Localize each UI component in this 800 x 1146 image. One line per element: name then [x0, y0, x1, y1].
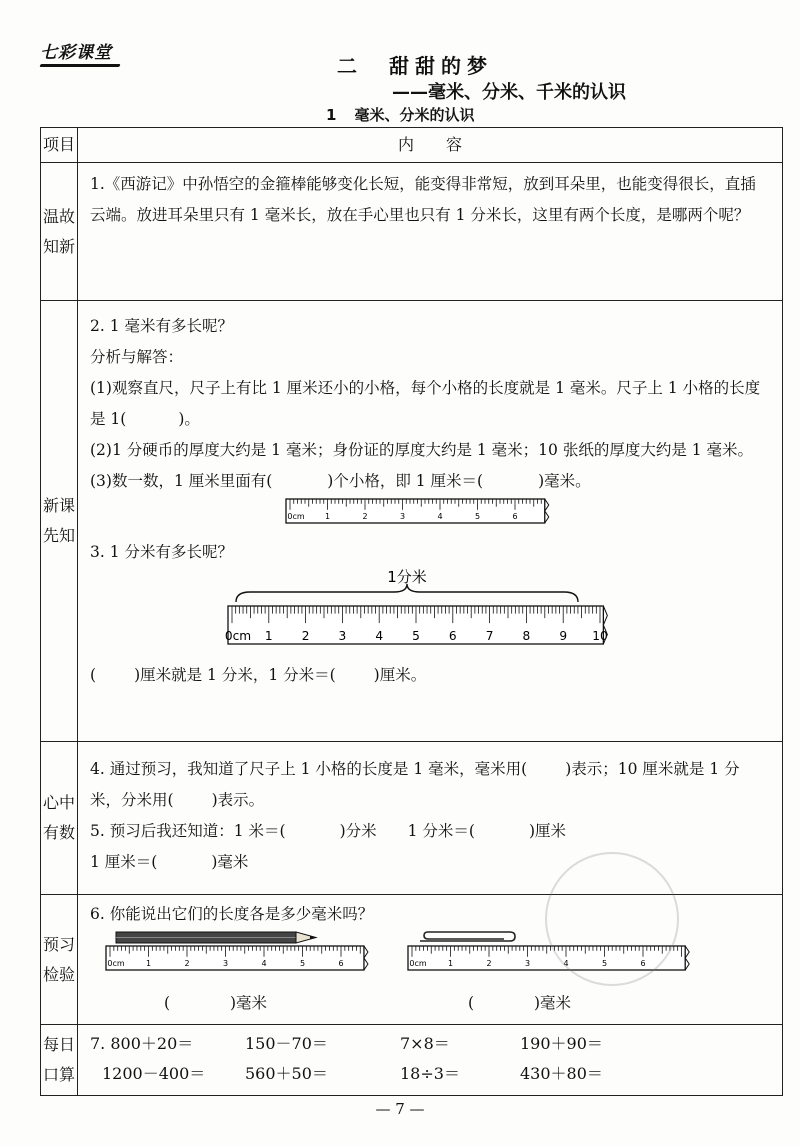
paper-clip [420, 932, 515, 941]
question-5 [90, 816, 770, 847]
ruler-1 [286, 499, 549, 523]
question-6: 6. 你能说出它们的长度各是多少毫米吗？ [90, 905, 374, 923]
ruler-tick-label: 3 [338, 629, 347, 643]
analysis-1-a: (1)观察直尺，尺子上有比 1 厘米还小的小格，每个小格的长度就是 1 毫米。尺子上 1 小格的长度是 1( [90, 379, 761, 428]
calc-item: 1200－400＝ [102, 1064, 206, 1083]
ruler-tick-label: 5 [601, 959, 608, 968]
ruler-tick-label: 1 [145, 959, 152, 968]
answer-6-left-b: )毫米 [230, 994, 268, 1012]
ruler-tick-label: 4 [261, 959, 267, 968]
label-daily-text: 每日口算 [42, 1035, 75, 1084]
calc-item: 18÷3＝ [400, 1064, 460, 1083]
ruler-tick-label: 10 [592, 629, 608, 643]
question-5-e: )毫米 [211, 853, 249, 871]
ruler-tick-label: 1 [447, 959, 454, 968]
question-4-b: )表示；10 厘米就是 1 分米，分米用( [90, 760, 740, 809]
answer-3-c: )厘米。 [373, 666, 427, 684]
ruler-tick-label: 8 [522, 629, 531, 643]
answer-3-a: ( [90, 666, 97, 684]
calc-item: 430＋80＝ [520, 1064, 603, 1083]
ruler-tick-label: 4 [375, 629, 384, 643]
ruler-tick-label: 1 [264, 629, 273, 643]
label-daily [41, 1025, 78, 1096]
ruler-tick-label: 9 [559, 629, 568, 643]
lesson-title [326, 104, 474, 125]
ruler-tick-label: 6 [640, 959, 646, 968]
header-content-text: 内 容 [397, 135, 462, 154]
ruler-tick-label: 5 [299, 959, 306, 968]
calc-item: 190＋90＝ [520, 1034, 603, 1053]
lesson-number: 1 [326, 106, 337, 124]
analysis-3-c: )毫米。 [538, 472, 591, 490]
ruler-tick-label: 3 [222, 959, 229, 968]
analysis-heading: 分析与解答： [90, 348, 184, 366]
analysis-3 [90, 466, 770, 497]
ruler-tick-label: 7 [485, 629, 494, 643]
answer-6 [90, 988, 770, 1022]
calc-item: 560＋50＝ [245, 1064, 328, 1083]
question-4 [90, 754, 770, 816]
ruler-tick-label: 0cm [107, 959, 125, 968]
header-content [78, 128, 783, 163]
question-5-line-2 [90, 847, 770, 878]
header-item-text: 项目 [42, 135, 75, 154]
question-4-c: )表示。 [211, 791, 265, 809]
analysis-3-b: )个小格，即 1 厘米＝( [327, 472, 484, 490]
label-preview [41, 301, 78, 742]
ruler-tick-label: 4 [437, 512, 443, 521]
label-check [41, 895, 78, 1025]
calc-item: 150－70＝ [245, 1034, 328, 1053]
ruler-2 [225, 606, 608, 644]
calc-item: 7×8＝ [400, 1034, 450, 1053]
ruler-tick-label: 3 [399, 512, 406, 521]
ruler-tick-label: 0cm [287, 512, 305, 521]
ruler-tick-label: 1 [324, 512, 331, 521]
ruler-tick-label: 2 [486, 959, 492, 968]
question-1: 1.《西游记》中孙悟空的金箍棒能够变化长短，能变得非常短，放到耳朵里，也能变得很长，直插云端。放进耳朵里只有 1 毫米长，放在手心里也只有 1 分米长，这里有两个长度，是哪两个呢？ [90, 175, 756, 224]
question-5-d: 1 厘米＝( [90, 853, 158, 871]
ruler-tick-label: 0cm [409, 959, 427, 968]
analysis-1 [90, 373, 770, 435]
label-check-text: 预习检验 [42, 934, 75, 984]
unit-title: 二 甜甜的梦 [337, 54, 493, 78]
ruler-tick-label: 4 [563, 959, 569, 968]
unit-subtitle: ——毫米、分米、千米的认识 [392, 82, 626, 103]
ruler-tick-label: 2 [301, 629, 310, 643]
question-3: 3. 1 分米有多长呢？ [90, 543, 234, 561]
label-preview-text: 新课先知 [42, 496, 75, 545]
calc-item: 7. 800＋20＝ [90, 1034, 194, 1053]
decimeter-figure [90, 568, 770, 650]
ruler-tick-label: 2 [362, 512, 368, 521]
row-preview [41, 301, 783, 742]
answer-blank[interactable] [480, 988, 534, 1008]
ruler-tick-label: 0cm [224, 629, 252, 643]
row-mind [41, 742, 783, 895]
page-number: — 7 — [375, 1100, 425, 1118]
analysis-2: (2)1 分硬币的厚度大约是 1 毫米；身份证的厚度大约是 1 毫米；10 张纸的厚度大约是 1 毫米。 [90, 441, 754, 459]
ruler-tick-label: 6 [448, 629, 457, 643]
question-5-c: )厘米 [528, 822, 567, 840]
ruler-3 [106, 946, 368, 970]
publisher-logo: 七彩课堂 [40, 38, 112, 63]
answer-blank[interactable] [176, 988, 230, 1008]
answer-6-left-a: ( [164, 994, 171, 1012]
answer-3 [90, 660, 770, 691]
ruler-tick-label: 6 [512, 512, 518, 521]
question-2: 2. 1 毫米有多长呢？ [90, 317, 234, 335]
brace-label: 1分米 [387, 568, 427, 586]
row-daily [41, 1025, 783, 1096]
question-4-a: 4. 通过预习，我知道了尺子上 1 小格的长度是 1 毫米，毫米用( [90, 760, 528, 778]
label-review-text: 温故知新 [42, 206, 75, 256]
lesson-title-text: 毫米、分米的认识 [354, 106, 475, 124]
ruler-tick-label: 5 [412, 629, 420, 643]
header-item [41, 128, 78, 163]
analysis-1-b: )。 [178, 410, 200, 428]
pencil [116, 932, 316, 943]
label-review [41, 163, 78, 301]
row-review [41, 163, 783, 301]
ruler-tick-label: 5 [474, 512, 481, 521]
ruler-tick-label: 2 [184, 959, 190, 968]
brace-shape [236, 584, 578, 602]
analysis-3-a: (3)数一数，1 厘米里面有( [90, 472, 273, 490]
answer-6-right-a: ( [468, 994, 475, 1012]
question-5-a: 5. 预习后我还知道：1 米＝( [90, 822, 286, 840]
answer-3-b: )厘米就是 1 分米，1 分米＝( [134, 666, 336, 684]
small-ruler-figure [90, 497, 770, 531]
ruler-tick-label: 6 [338, 959, 344, 968]
answer-6-right-b: )毫米 [534, 994, 572, 1012]
label-mind-text: 心中有数 [42, 793, 75, 842]
ruler-tick-label: 3 [524, 959, 531, 968]
label-mind [41, 742, 78, 895]
question-5-b: )分米 1 分米＝( [339, 822, 475, 840]
worksheet-table [40, 127, 783, 1096]
mental-math-grid [78, 1025, 782, 1093]
